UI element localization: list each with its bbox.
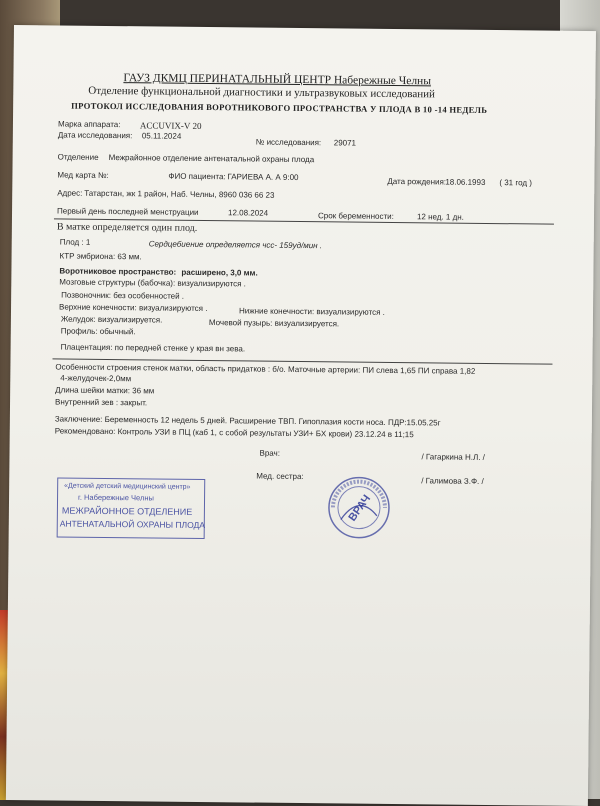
recommendation-text: Рекомендовано: Контроль УЗИ в ПЦ (каб 1, с собой результаты УЗИ+ БХ крови) 23.12.24 в 11;15	[54, 426, 414, 440]
exam-number-label: № исследования:	[255, 137, 322, 148]
nt-label: Воротниковое пространство:	[59, 266, 177, 277]
address-value: Татарстан, жк 1 район, Наб. Челны, 8960 036 66 23	[84, 188, 275, 200]
stomach-text: Желудок: визуализируется.	[60, 314, 163, 325]
seal-text: ВРАЧ	[346, 492, 374, 524]
lmp-value: 12.08.2024	[227, 208, 269, 218]
nurse-label: Мед. сестра:	[256, 471, 304, 482]
doctor-label: Врач:	[259, 448, 281, 458]
lower-limbs: Нижние конечности: визуализируются .	[238, 306, 385, 317]
patient-name-value: ГАРИЕВА А. А 9:00	[227, 172, 299, 182]
cervix-length: Длина шейки матки: 36 мм	[55, 385, 155, 396]
upper-limbs: Верхние конечности: визуализируются .	[59, 302, 208, 314]
protocol-document	[6, 25, 596, 806]
header-org: ГАУЗ ДКМЦ ПЕРИНАТАЛЬНЫЙ ЦЕНТР Набережные Челны	[123, 72, 432, 88]
card-label: Мед карта №:	[57, 170, 109, 181]
bladder-text: Мочевой пузырь: визуализируется.	[208, 318, 340, 329]
exam-number-value: 29071	[333, 138, 357, 148]
protocol-title: ПРОТОКОЛ ИССЛЕДОВАНИЯ ВОРОТНИКОВОГО ПРОСТРАНСТВА У ПЛОДА В 10 -14 НЕДЕЛЬ	[71, 100, 488, 115]
exam-date-label: Дата исследования:	[57, 130, 133, 141]
stamp-line-4: АНТЕНАТАЛЬНОЙ ОХРАНЫ ПЛОДА	[59, 518, 206, 531]
patient-age: ( 31 год )	[499, 178, 532, 188]
nurse-name: / Галимова З.Ф. /	[421, 476, 484, 486]
device-value: ACCUVIX-V 20	[139, 120, 202, 131]
stamp-line-1: «Детский детский медицинский центр»	[64, 482, 191, 491]
uterine-walls-text: Особенности строения стенок матки, область придатков : б/о. Маточные артерии: ПИ слева 1,65 ПИ справа 1,82	[55, 362, 476, 376]
header-department: Отделение функциональной диагностики и ультразвуковых исследований	[88, 84, 435, 101]
birth-date-label: Дата рождения:	[387, 176, 447, 187]
doctor-name: / Гагаркина Н.Л. /	[421, 452, 485, 462]
ventricle-text: 4-желудочек-2,0мм	[60, 373, 132, 384]
term-label: Срок беременности:	[317, 211, 394, 221]
brain-structures: Мозговые структуры (бабочка): визуализируются .	[59, 277, 246, 289]
exam-date-value: 05.11.2024	[141, 131, 182, 141]
term-value: 12 нед. 1 дн.	[416, 212, 464, 222]
nt-value: расширено, 3,0 мм.	[181, 267, 258, 278]
internal-os: Внутренний зев : закрыт.	[55, 397, 148, 408]
heartbeat-text: Сердцебиение определяется чсс- 159уд/мин .	[148, 239, 323, 251]
uterus-text: В матке определяется один плод.	[56, 221, 198, 234]
conclusion-text: Заключение: Беременность 12 недель 5 дней. Расширение ТВП. Гипоплазия кости носа. ПДР:15.05.25г	[54, 414, 441, 428]
fetus-count: Плод : 1	[59, 237, 91, 247]
profile-text: Профиль: обычный.	[60, 326, 136, 337]
placenta-text: Плацентация: по передней стенке у края вн зева.	[60, 342, 246, 354]
unit-label: Отделение	[57, 152, 99, 162]
spine-text: Позвоночник: без особенностей .	[61, 290, 185, 301]
ktr-text: КТР эмбриона: 63 мм.	[59, 251, 142, 262]
device-label: Марка аппарата:	[57, 119, 121, 130]
stamp-line-3: МЕЖРАЙОННОЕ ОТДЕЛЕНИЕ	[61, 505, 193, 517]
doctor-round-seal	[327, 475, 392, 540]
address-label: Адрес:	[57, 188, 83, 198]
stamp-line-2: г. Набережные Челны	[78, 492, 154, 503]
department-stamp	[57, 477, 206, 539]
seal-graphic	[327, 475, 392, 540]
patient-name-label: ФИО пациента:	[168, 171, 226, 182]
lmp-label: Первый день последней менструации	[57, 206, 199, 217]
unit-value: Межрайонное отделение антенатальной охраны плода	[108, 152, 315, 165]
birth-date-value: 18.06.1993	[445, 177, 486, 187]
